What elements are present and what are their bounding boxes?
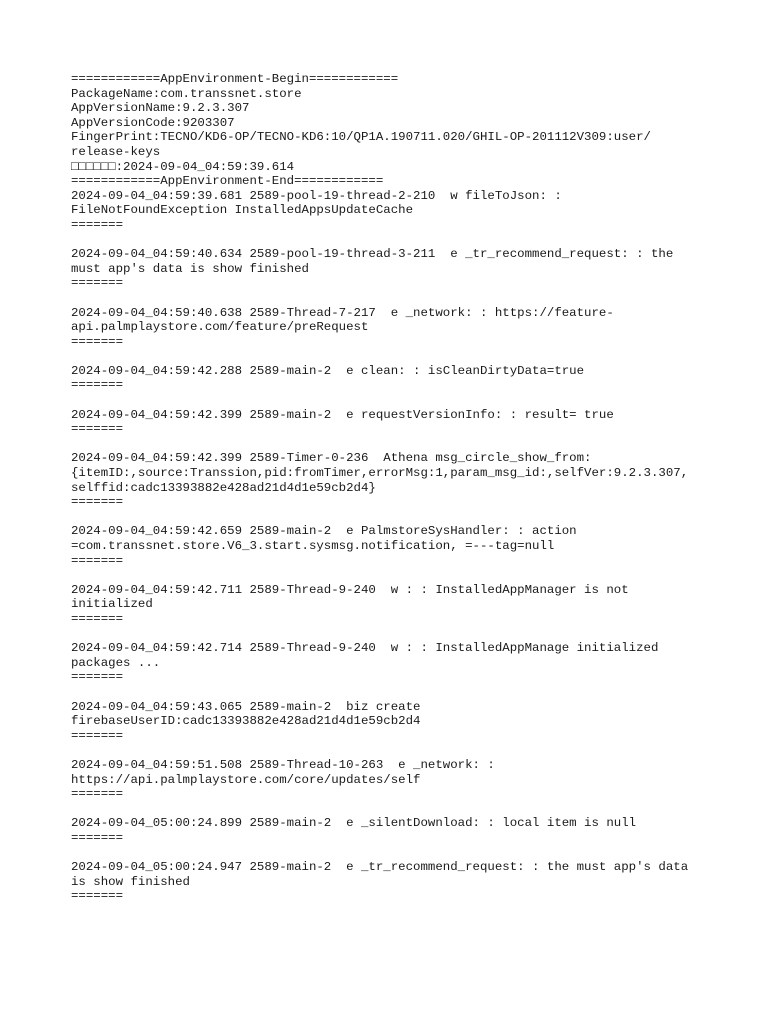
log-entry-line: 2024-09-04_04:59:42.288 2589-main-2 e clean: : isCleanDirtyData=true [71,363,585,378]
log-entry [71,451,711,509]
log-entry-line: 2024-09-04_04:59:51.508 2589-Thread-10-263 e _network: : [71,757,495,772]
log-entry-separator: ======= [71,611,124,626]
log-entry [71,641,711,685]
log-entry-separator: ======= [71,670,124,685]
log-entry-separator: ======= [71,889,124,904]
env-fingerprint-line1: FingerPrint:TECNO/KD6-OP/TECNO-KD6:10/QP1A.190711.020/GHIL-OP-201112V309:user/ [71,130,651,145]
app-environment-block [71,72,711,189]
env-end-marker: ============AppEnvironment-End============ [71,174,384,189]
log-entry-line: is show finished [71,874,190,889]
log-entry [71,189,711,233]
log-entry [71,816,711,845]
env-version-name: AppVersionName:9.2.3.307 [71,101,250,116]
log-entry [71,408,711,437]
log-entry-separator: ======= [71,422,124,437]
log-entry-line: 2024-09-04_04:59:43.065 2589-main-2 biz create [71,699,421,714]
log-entry-line: 2024-09-04_04:59:40.638 2589-Thread-7-217 e _network: : https://feature- [71,305,614,320]
log-entry [71,758,711,802]
env-package-name: PackageName:com.transsnet.store [71,86,302,101]
env-begin-marker: ============AppEnvironment-Begin============ [71,72,399,86]
log-entry-line: 2024-09-04_04:59:40.634 2589-pool-19-thread-3-211 e _tr_recommend_request: : the [71,247,674,262]
log-entry-line: selffid:cadc13393882e428ad21d4d1e59cb2d4} [71,480,376,495]
log-entry-line: firebaseUserID:cadc13393882e428ad21d4d1e59cb2d4 [71,714,421,729]
log-entries [71,189,711,904]
log-entry-line: 2024-09-04_04:59:39.681 2589-pool-19-thread-2-210 w fileToJson: : [71,188,562,203]
log-entry-line: 2024-09-04_05:00:24.899 2589-main-2 e _silentDownload: : local item is null [71,816,637,831]
log-entry-line: https://api.palmplaystore.com/core/updates/self [71,772,421,787]
log-entry-separator: ======= [71,553,124,568]
log-entry-line: 2024-09-04_04:59:42.399 2589-main-2 e requestVersionInfo: : result= true [71,407,614,422]
log-entry-separator: ======= [71,787,124,802]
log-entry [71,860,711,904]
env-fingerprint-line2: release-keys [71,144,161,159]
log-document [71,72,711,904]
log-entry-separator: ======= [71,334,124,349]
log-entry-line: {itemID:,source:Transsion,pid:fromTimer,errorMsg:1,param_msg_id:,selfVer:9.2.3.307, [71,466,689,481]
log-entry-line: 2024-09-04_04:59:42.714 2589-Thread-9-240 w : : InstalledAppManage initialized [71,641,659,656]
log-entry-line: FileNotFoundException InstalledAppsUpdateCache [71,203,414,218]
log-entry-separator: ======= [71,217,124,232]
log-entry-separator: ======= [71,495,124,510]
log-entry-separator: ======= [71,378,124,393]
log-entry-line: =com.transsnet.store.V6_3.start.sysmsg.notification, =---tag=null [71,539,555,553]
log-entry-line: 2024-09-04_04:59:42.659 2589-main-2 e PalmstoreSysHandler: : action [71,524,577,539]
env-version-code: AppVersionCode:9203307 [71,115,235,130]
log-entry-line: must app's data is show finished [71,261,309,276]
log-entry-line: 2024-09-04_05:00:24.947 2589-main-2 e _tr_recommend_request: : the must app's data [71,860,689,875]
env-time-line: □□□□□□:2024-09-04_04:59:39.614 [71,159,295,174]
log-entry [71,364,711,393]
log-entry [71,524,711,568]
log-entry-separator: ======= [71,728,124,743]
log-entry-line: 2024-09-04_04:59:42.399 2589-Timer-0-236 Athena msg_circle_show_from: [71,451,592,466]
log-entry-line: 2024-09-04_04:59:42.711 2589-Thread-9-240 w : : InstalledAppManager is not [71,582,629,597]
log-entry [71,247,711,291]
log-entry-line: packages ... [71,655,161,670]
log-entry [71,306,711,350]
log-entry [71,700,711,744]
log-entry-separator: ======= [71,830,124,845]
log-entry-line: api.palmplaystore.com/feature/preRequest [71,320,369,335]
log-entry [71,583,711,627]
log-entry-separator: ======= [71,276,124,291]
log-entry-line: initialized [71,597,153,612]
